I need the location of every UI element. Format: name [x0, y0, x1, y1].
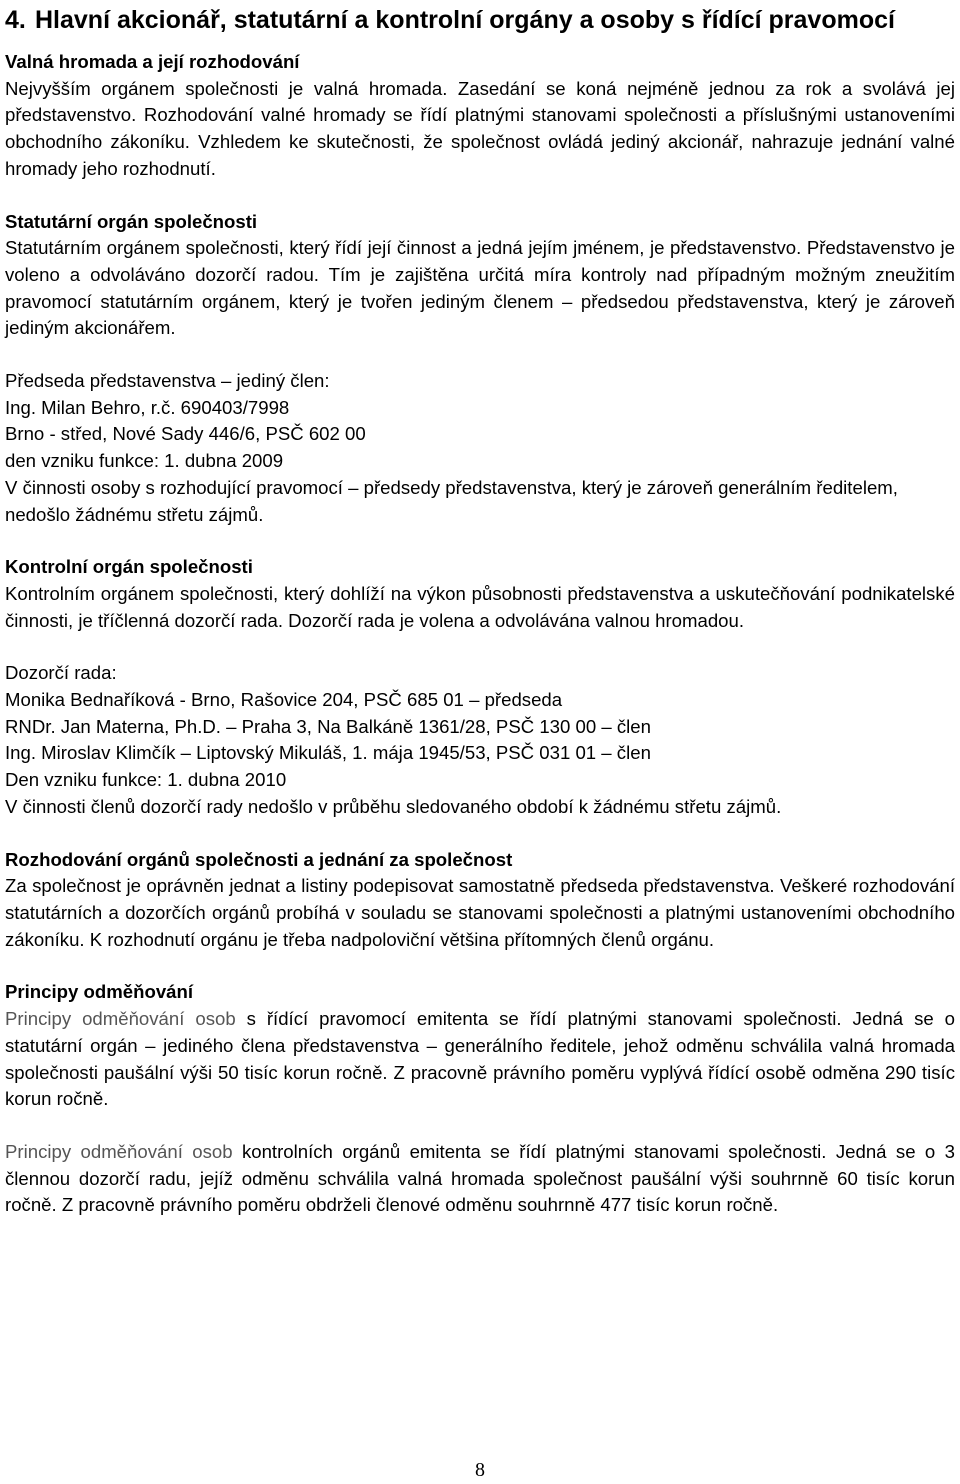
board-member: Monika Bednaříková - Brno, Rašovice 204, PSČ 685 01 – předseda — [5, 689, 563, 711]
chair-address: Brno - střed, Nové Sady 446/6, PSČ 602 00 — [5, 423, 366, 445]
general-meeting-text: Nejvyšším orgánem společnosti je valná hromada. Zasedání se koná nejméně jednou za rok a svolává jej představenstvo. Rozhodování valné hromady se řídí platnými stanovami společnosti a příslušnými ustanoveními obchodního zákoníku. Vzhledem ke skutečnosti, že společnost ovládá jediný akcionář, nahrazuje jednání valné hromady jeho rozhodnutí. — [5, 77, 955, 179]
section-title: Hlavní akcionář, statutární a kontrolní orgány a osoby s řídící pravomocí — [35, 6, 895, 34]
section-heading — [5, 0, 955, 37]
statutory-body-title: Statutární orgán společnosti — [5, 210, 258, 232]
chair-name: Ing. Milan Behro, r.č. 690403/7998 — [5, 396, 290, 418]
board-since: Den vzniku funkce: 1. dubna 2010 — [5, 769, 287, 791]
board-label: Dozorčí rada: — [5, 662, 117, 684]
general-meeting-title: Valná hromada a její rozhodování — [5, 51, 300, 72]
general-meeting-section — [5, 49, 955, 183]
remuneration-title: Principy odměňování — [5, 981, 194, 1003]
page-number: 8 — [475, 1459, 485, 1481]
board-member: RNDr. Jan Materna, Ph.D. – Praha 3, Na Balkáně 1361/28, PSČ 130 00 – člen — [5, 715, 651, 737]
remuneration-body: kontrolních orgánů emitenta se řídí platnými stanovami společnosti. Jedná se o 3 člennou dozorčí radu, jejíž odměnu schválila valná hromada společnost paušální výši souhrnně 60 tisíc korun ročně. Z pracovně právního poměru obdrželi členové odměnu souhrnně 477 tisíc korun ročně. — [5, 1140, 955, 1216]
remuneration-paragraph-management — [5, 1006, 955, 1113]
decision-making-text: Za společnost je oprávněn jednat a listiny podepisovat samostatně předseda představenstva. Veškeré rozhodování statutárních a dozorčích orgánů probíhá v souladu se stanovami společnosti a platnými ustanoveními obchodního zákoníku. K rozhodnutí orgánu je třeba nadpoloviční většina přítomných členů orgánu. — [5, 875, 955, 950]
remuneration-paragraph-supervisory — [5, 1139, 955, 1219]
remuneration-lead: Principy odměňování osob — [5, 1140, 233, 1162]
remuneration-body: s řídící pravomocí emitenta se řídí platnými stanovami společnosti. Jedná se o statutární orgán – jediného člena představenstva – generálního ředitele, jehož odměnu schválila valná hromada společnosti paušální výši 50 tisíc korun ročně. Z pracovně právního poměru vyplývá řídící osobě odměna 290 tisíc korun ročně. — [5, 1008, 955, 1110]
statutory-body-section — [5, 209, 955, 529]
board-member: Ing. Miroslav Klimčík – Liptovský Mikuláš, 1. mája 1945/53, PSČ 031 01 – člen — [5, 742, 651, 764]
section-number: 4. — [5, 6, 26, 34]
supervisory-body-text: Kontrolním orgánem společnosti, který dohlíží na výkon působnosti představenstva a uskutečňování podnikatelské činnosti, je tříčlenná dozorčí rada. Dozorčí rada je volena a odvolávána valnou hromadou. — [5, 582, 955, 631]
chair-conflict-text: V činnosti osoby s rozhodující pravomocí – předsedy představenstva, který je zároveň generálním ředitelem, nedošlo žádnému střetu zájmů. — [5, 476, 898, 525]
decision-making-title: Rozhodování orgánů společnosti a jednání za společnost — [5, 848, 513, 870]
remuneration-lead: Principy odměňování osob — [5, 1008, 236, 1030]
board-conflict-text: V činnosti členů dozorčí rady nedošlo v průběhu sledovaného období k žádnému střetu zájmů. — [5, 795, 782, 817]
statutory-body-text: Statutárním orgánem společnosti, který řídí její činnost a jedná jejím jménem, je představenstvo. Představenstvo je voleno a odvoláváno dozorčí radou. Tím je zajištěna určitá míra kontroly nad případným možným zneužitím pravomocí statutárním orgánem, který je tvořen jediným členem – předsedou představenstva, který je zároveň jediným akcionářem. — [5, 237, 955, 339]
remuneration-section — [5, 979, 955, 1219]
decision-making-section — [5, 847, 955, 954]
chair-label: Předseda představenstva – jediný člen: — [5, 370, 330, 392]
chair-since: den vzniku funkce: 1. dubna 2009 — [5, 450, 284, 472]
document-page — [5, 0, 955, 1219]
supervisory-body-section — [5, 554, 955, 820]
supervisory-body-title: Kontrolní orgán společnosti — [5, 556, 253, 578]
